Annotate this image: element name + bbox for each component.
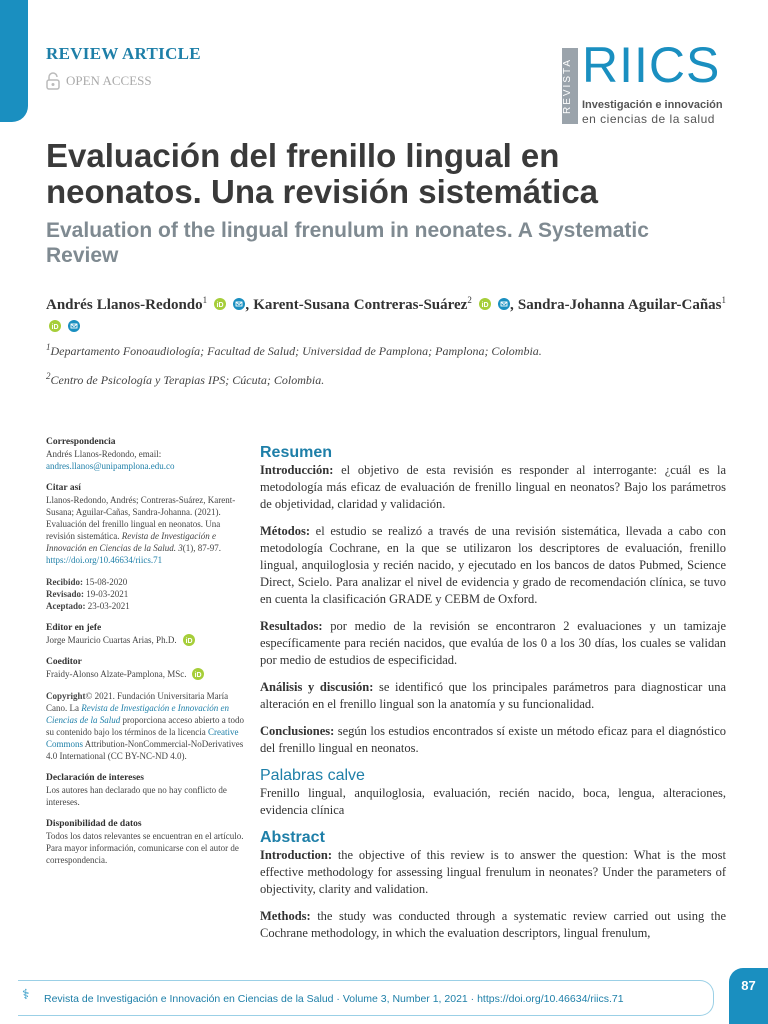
paragraph-lead: Resultados: bbox=[260, 619, 323, 633]
cite-text: Llanos-Redondo, Andrés; Contreras-Suárez, Karent-Susana; Aguilar-Cañas, Sandra-Johanna. (2021). Evaluación del frenillo lingual en neonatos. Una revisión sistemática. bbox=[46, 495, 236, 541]
copyright-text-c: Attribution-NonCommercial-NoDerivatives 4.0 International (CC BY-NC-ND 4.0). bbox=[46, 739, 244, 761]
footer-citation: Revista de Investigación e Innovación en Ciencias de la Salud · Volume 3, Number 1, 2021 · https://doi.org/10.46634/riics.71 bbox=[44, 993, 624, 1005]
open-access-badge bbox=[46, 72, 152, 90]
author-name: Andrés Llanos-Redondo bbox=[46, 297, 203, 313]
svg-text:iD: iD bbox=[51, 324, 59, 331]
affiliation-text: Centro de Psicología y Terapias IPS; Cúcuta; Colombia. bbox=[50, 373, 325, 387]
paragraph-text: se identificó que los principales parámetros para diagnosticar una alteración en el frenillo lingual son la anatomía y su funcionalidad. bbox=[260, 680, 727, 711]
author-affiliation-sup: 1 bbox=[721, 295, 727, 305]
date-value: 23-03-2021 bbox=[87, 601, 130, 611]
resumen-paragraph bbox=[260, 679, 726, 713]
affiliation-sup: 2 bbox=[46, 371, 51, 381]
date-revised bbox=[46, 588, 246, 600]
date-accepted bbox=[46, 600, 246, 612]
interests-heading: Declaración de intereses bbox=[46, 773, 144, 783]
email-icon[interactable] bbox=[233, 298, 245, 310]
page-number: 87 bbox=[729, 968, 768, 1024]
resumen-heading: Resumen bbox=[260, 444, 333, 461]
resumen-paragraph bbox=[260, 462, 726, 513]
author-affiliation-sup: 1 bbox=[202, 295, 208, 305]
affiliation-1 bbox=[46, 342, 726, 359]
paragraph-text: el objetivo de esta revisión es responder al interrogante: ¿cuál es la metodología más eficaz de evaluación de frenillo lingual en neonatos? Bajo los parámetros de objetividad, claridad y validación. bbox=[260, 463, 727, 511]
logo-side-text: REVISTA bbox=[562, 48, 578, 124]
cite-doi-link[interactable]: https://doi.org/10.46634/riics.71 bbox=[46, 555, 163, 565]
keywords-text: Frenillo lingual, anquiloglosia, evaluación, recién nacido, boca, lengua, alteraciones, evidencia clínica bbox=[260, 786, 726, 817]
author-name: Karent-Susana Contreras-Suárez bbox=[253, 297, 468, 313]
paragraph-lead: Análisis y discusión: bbox=[260, 680, 374, 694]
resumen-paragraph bbox=[260, 523, 726, 608]
paragraph-lead: Introducción: bbox=[260, 463, 334, 477]
svg-text:iD: iD bbox=[194, 672, 202, 679]
date-label: Recibido: bbox=[46, 577, 83, 587]
svg-text:iD: iD bbox=[216, 302, 224, 309]
svg-text:iD: iD bbox=[185, 638, 193, 645]
copyright-text-a: © 2021. Fundación Universitaria María Cano. La bbox=[46, 691, 229, 713]
interests-text: Los autores han declarado que no hay conflicto de intereses. bbox=[46, 785, 227, 807]
orcid-icon[interactable] bbox=[183, 634, 195, 646]
cite-journal: Revista de Investigación e Innovación en Ciencias de la Salud. 3 bbox=[46, 531, 216, 553]
copyright-block bbox=[46, 690, 246, 762]
license-link[interactable]: Creative Commons bbox=[46, 727, 239, 749]
editor-name: Jorge Mauricio Cuartas Arias, Ph.D. bbox=[46, 635, 177, 645]
date-label: Revisado: bbox=[46, 589, 84, 599]
abstract-column bbox=[260, 444, 726, 952]
affiliation-text: Departamento Fonoaudiología; Facultad de Salud; Universidad de Pamplona; Pamplona; Colombia. bbox=[50, 344, 542, 358]
logo-wordmark: RIICS bbox=[582, 37, 721, 93]
affiliation-2 bbox=[46, 371, 726, 388]
email-icon[interactable] bbox=[68, 320, 80, 332]
top-left-accent-bar bbox=[0, 0, 28, 122]
paragraph-lead: Methods: bbox=[260, 909, 311, 923]
cite-pages: (1), 87-97. bbox=[182, 543, 221, 553]
date-value: 19-03-2021 bbox=[86, 589, 129, 599]
orcid-icon[interactable] bbox=[49, 320, 61, 332]
article-type-label: REVIEW ARTICLE bbox=[46, 44, 201, 63]
resumen-paragraph bbox=[260, 618, 726, 669]
copyright-text-b: proporciona acceso abierto a todo su contenido bajo los términos de la licencia bbox=[46, 715, 244, 737]
resumen-paragraph bbox=[260, 723, 726, 757]
paragraph-lead: Conclusiones: bbox=[260, 724, 335, 738]
article-title-spanish: Evaluación del frenillo lingual en neonatos. Una revisión sistemática bbox=[46, 137, 599, 210]
caduceus-icon: ⚕ bbox=[22, 988, 30, 1003]
orcid-icon[interactable] bbox=[192, 668, 204, 680]
article-title-english: Evaluation of the lingual frenulum in neonates. A Systematic Review bbox=[46, 219, 649, 267]
coeditor-heading: Coeditor bbox=[46, 657, 82, 667]
paragraph-lead: Introduction: bbox=[260, 848, 333, 862]
data-availability-heading: Disponibilidad de datos bbox=[46, 819, 142, 829]
author-name: Sandra-Johanna Aguilar-Cañas bbox=[517, 297, 722, 313]
dates-block bbox=[46, 576, 246, 612]
correspondence-text: Andrés Llanos-Redondo, email: bbox=[46, 449, 162, 459]
orcid-icon[interactable] bbox=[479, 298, 491, 310]
author-separator: , bbox=[245, 297, 254, 313]
date-received bbox=[46, 576, 246, 588]
editor-row bbox=[46, 634, 246, 646]
open-access-label: OPEN ACCESS bbox=[66, 73, 152, 88]
copyright-lead: Copyright bbox=[46, 691, 86, 701]
logo-subtitle-line2: en ciencias de la salud bbox=[582, 112, 715, 126]
correspondence-email-link[interactable]: andres.llanos@unipamplona.edu.co bbox=[46, 461, 175, 471]
keywords-heading: Palabras calve bbox=[260, 767, 365, 784]
editor-heading: Editor en jefe bbox=[46, 623, 102, 633]
email-icon[interactable] bbox=[498, 298, 510, 310]
paragraph-text: por medio de la revisión se encontraron 2 evaluaciones y un tamizaje específicamente para recién nacidos, que evalúa de los 0 a los 30 días, los cuales se validan por medio de estudios de especificidad. bbox=[260, 619, 726, 667]
orcid-icon[interactable] bbox=[214, 298, 226, 310]
article-info-sidebar bbox=[46, 436, 246, 866]
paragraph-text: the objective of this review is to answer the question: What is the most effective methodology for assessing lingual frenulum in neonates? Under the parameters of objectivity, clarity and validation. bbox=[260, 848, 727, 896]
affiliation-sup: 1 bbox=[46, 342, 51, 352]
date-value: 15-08-2020 bbox=[85, 577, 128, 587]
author-affiliation-sup: 2 bbox=[467, 295, 472, 305]
author-list bbox=[46, 289, 726, 338]
logo-subtitle-line1: Investigación e innovación bbox=[582, 99, 723, 111]
copyright-journal-link[interactable]: Revista de Investigación e Innovación en Ciencias de la Salud bbox=[46, 703, 229, 725]
paragraph-lead: Métodos: bbox=[260, 524, 310, 538]
author-separator: , bbox=[510, 297, 518, 313]
abstract-paragraph bbox=[260, 908, 726, 942]
abstract-paragraph bbox=[260, 847, 726, 898]
cite-block bbox=[46, 494, 246, 566]
cite-heading: Citar así bbox=[46, 483, 81, 493]
paragraph-text: el estudio se realizó a través de una revisión sistemática, llevada a cabo con metodología Cochrane, en la que se utilizaron los descriptores de evaluación, frenillo lingual, anquiloglosia y recién nacido, y ejecutado en los bancos de datos Pubmed, Science Direct, Scielo. Para analizar el nivel de evidencia y grado de recomendación clínica, se tuvo en cuenta la clasificación GRADE y CEBM de Oxford. bbox=[260, 524, 727, 606]
correspondence-heading: Correspondencia bbox=[46, 437, 116, 447]
abstract-heading: Abstract bbox=[260, 829, 325, 846]
date-label: Aceptado: bbox=[46, 601, 86, 611]
coeditor-name: Fraidy-Alonso Alzate-Pamplona, MSc. bbox=[46, 669, 187, 679]
paragraph-text: the study was conducted through a systematic review carried out using the Cochrane methodology, in which the evaluation descriptors, lingual frenulum, bbox=[260, 909, 726, 940]
open-lock-icon bbox=[46, 72, 60, 90]
data-availability-text: Todos los datos relevantes se encuentran en el artículo. Para mayor información, comunicarse con el autor de correspondencia. bbox=[46, 831, 244, 865]
coeditor-row bbox=[46, 668, 246, 680]
svg-text:iD: iD bbox=[481, 302, 489, 309]
journal-logo bbox=[562, 37, 732, 126]
paragraph-text: según los estudios encontrados sí existe un método eficaz para el diagnóstico del frenillo lingual en neonatos. bbox=[260, 724, 727, 755]
